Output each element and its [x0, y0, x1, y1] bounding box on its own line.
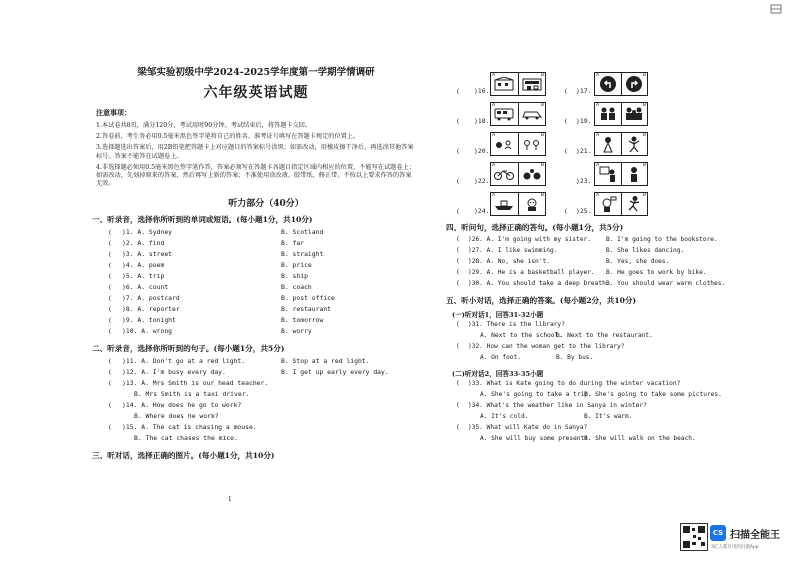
- bicycle-icon: [493, 167, 515, 181]
- q16-pictures: [490, 72, 546, 96]
- turn-left-sign-icon: [599, 75, 617, 93]
- question-option-b[interactable]: B. Yes, she does.: [606, 258, 670, 265]
- runner-icon: [625, 195, 643, 213]
- question-option-a[interactable]: )3. A. street: [122, 250, 173, 259]
- dialog-2-heading: (二)听对话2，回答33-35小题: [452, 370, 544, 378]
- q23-label: )23.: [576, 177, 592, 185]
- paren: (: [456, 147, 460, 155]
- q33-row: ( )33. What is Kate going to do during the winter vacation?: [456, 380, 681, 387]
- question-option-a[interactable]: )2. A. find: [122, 239, 165, 248]
- q19-option-a[interactable]: A: [595, 103, 622, 125]
- answer-paren[interactable]: (: [456, 236, 460, 243]
- question-row: [452, 236, 752, 247]
- question-row: [96, 261, 436, 272]
- q34-option-b[interactable]: B. It's warm.: [584, 413, 633, 420]
- picture-row-20-21: [452, 132, 752, 158]
- boy-icon: [625, 165, 643, 183]
- question-row: [96, 283, 436, 294]
- question-option-b[interactable]: B. restaurant: [281, 305, 332, 314]
- question-row: [96, 272, 436, 283]
- left-column: [92, 64, 436, 464]
- q35-row: ( )35. What will Kate do in Sanya?: [456, 424, 588, 431]
- paren: (: [564, 87, 568, 95]
- question-option-b[interactable]: B. Scotland: [281, 228, 324, 237]
- note-4: 4.非选择题必须用0.5毫米黑色签字笔作答，答案必须写在答题卡各题目指定区域内相应的位置，不能写在试题卷上；如需改动，先划掉原来的答案，然后再写上新的答案；不准使用涂改液、胶带纸、修正带。不按以上要求作答的答案无效。: [96, 163, 415, 188]
- people-icon: [598, 106, 618, 122]
- q20-option-a[interactable]: A: [491, 133, 519, 155]
- scanner-tagline: 3亿人都在用的扫描App: [711, 545, 759, 550]
- answer-paren[interactable]: (: [108, 272, 112, 281]
- question-option-a[interactable]: )30. A. You should take a deep breath.: [468, 280, 610, 287]
- question-row: [96, 305, 436, 316]
- q35-option-a[interactable]: A. She will buy some presents.: [480, 435, 592, 442]
- q25-pictures: [594, 192, 648, 216]
- answer-paren[interactable]: (: [456, 247, 460, 254]
- question-option-b[interactable]: B. tomorrow: [281, 316, 324, 325]
- question-row-b: [96, 412, 436, 423]
- corner-mark-icon: [770, 4, 782, 14]
- q35-option-b[interactable]: B. She will walk on the beach.: [584, 435, 696, 442]
- q31-row: ( )31. There is the library?: [456, 321, 565, 328]
- dancer-icon: [625, 135, 643, 153]
- answer-paren[interactable]: (: [108, 327, 112, 336]
- question-option-b[interactable]: B. worry: [281, 327, 312, 336]
- question-row: [96, 379, 436, 390]
- answer-paren[interactable]: (: [456, 280, 460, 287]
- q32-row: ( )32. How can the woman get to the library?: [456, 343, 625, 350]
- question-option-a[interactable]: )1. A. Sydney: [122, 228, 173, 237]
- answer-paren[interactable]: (: [108, 368, 112, 377]
- section-3-title: 三、听对话，选择正确的图片。(每小题1分，共10分): [92, 451, 275, 461]
- question-option-b[interactable]: B. ship: [281, 272, 308, 281]
- q25-label: )25.: [576, 207, 592, 215]
- note-2: 2.答卷前，考生务必用0.5毫米黑色签字笔将自己的姓名、准考证号填写在答题卡规定的位置上。: [96, 133, 360, 141]
- q33-option-a[interactable]: A. She's going to take a trip.: [480, 391, 592, 398]
- question-row: [452, 247, 752, 258]
- note-1: 1.本试卷共8页，满分120分，考试用时90分钟。考试结束后，将答题卡交回。: [96, 122, 312, 129]
- turn-right-sign-icon: [625, 75, 643, 93]
- question-option-b[interactable]: B. I'm going to the bookstore.: [606, 236, 718, 243]
- question-option-b[interactable]: B. I get up early every day.: [281, 368, 389, 377]
- question-option-b[interactable]: B. Stop at a red light.: [281, 357, 370, 366]
- building-icon: [493, 77, 515, 91]
- section-1-title: 一、听录音，选择你所听到的单词或短语。(每小题1分，共10分): [92, 215, 313, 225]
- question-option-b[interactable]: B. straight: [281, 250, 324, 259]
- q31-option-b[interactable]: B. Next to the restaurant.: [556, 332, 653, 339]
- answer-paren[interactable]: (: [108, 423, 112, 432]
- question-option-b[interactable]: B. She likes dancing.: [606, 247, 685, 254]
- answer-paren[interactable]: (: [108, 239, 112, 248]
- question-option-b[interactable]: B. You should wear warm clothes.: [606, 280, 726, 287]
- q21-pictures: [594, 132, 648, 156]
- girl-icon: [599, 135, 617, 153]
- answer-paren[interactable]: (: [456, 258, 460, 265]
- question-option-a[interactable]: )7. A. postcard: [122, 294, 180, 303]
- ship-icon: [493, 197, 515, 211]
- question-row-b: [96, 434, 436, 445]
- q23-option-b[interactable]: B: [622, 163, 648, 185]
- q24-option-b[interactable]: B: [519, 193, 546, 215]
- q32-option-b[interactable]: B. By bus.: [556, 354, 594, 361]
- answer-paren[interactable]: (: [108, 357, 112, 366]
- questions-11-12: [96, 357, 436, 379]
- q19-option-b[interactable]: B: [622, 103, 648, 125]
- paren: (: [456, 87, 460, 95]
- question-row: [452, 258, 752, 269]
- question-option-a[interactable]: )14. A. How does he go to work?: [122, 401, 242, 410]
- flowers-icon: [521, 137, 543, 151]
- questions-26-30: [452, 236, 752, 291]
- listening-part-title: 听力部分（40分）: [228, 199, 304, 210]
- paren: (: [456, 207, 460, 215]
- answer-paren[interactable]: (: [108, 250, 112, 259]
- q21-option-b[interactable]: B: [622, 133, 648, 155]
- q24-pictures: [490, 192, 546, 216]
- q20-label: )20.: [474, 147, 490, 155]
- question-row: [96, 239, 436, 250]
- school-title: 梁邹实验初级中学2024-2025学年度第一学期学情调研: [137, 67, 375, 78]
- q22-label: )22.: [474, 177, 490, 185]
- scanner-watermark: [680, 523, 790, 553]
- q33-options: [452, 391, 752, 402]
- scanner-brand: 扫描全能王: [730, 530, 780, 541]
- exam-title: 六年级英语试题: [203, 85, 309, 101]
- q18-label: )18.: [474, 117, 490, 125]
- q25-option-a[interactable]: A: [595, 193, 622, 215]
- paren: (: [564, 147, 568, 155]
- car-icon: [521, 107, 543, 121]
- answer-paren[interactable]: (: [108, 283, 112, 292]
- q20-option-b[interactable]: B: [519, 133, 546, 155]
- question-row: [452, 280, 752, 291]
- picture-row-18-19: [452, 102, 752, 128]
- q19-pictures: [594, 102, 648, 126]
- q17-option-a[interactable]: A: [595, 73, 622, 95]
- qr-code-icon: [680, 523, 708, 551]
- paren: (: [564, 117, 568, 125]
- q35-options: [452, 435, 752, 446]
- q31-option-a[interactable]: A. Next to the school.: [480, 332, 562, 339]
- answer-paren[interactable]: (: [108, 228, 112, 237]
- paren: (: [564, 207, 568, 215]
- question-option-b[interactable]: B. The cat chases the mice.: [134, 434, 238, 443]
- q18-option-a[interactable]: A: [491, 103, 519, 125]
- question-option-b[interactable]: B. Where does he work?: [134, 412, 219, 421]
- q33-option-b[interactable]: B. She's going to take some pictures.: [584, 391, 722, 398]
- question-row: [96, 357, 436, 368]
- q34-options: [452, 413, 752, 424]
- question-option-a[interactable]: )26. A. I'm going with my sister.: [468, 236, 591, 243]
- question-row: [96, 294, 436, 305]
- questions-13-15: [96, 379, 436, 445]
- paren: (: [456, 117, 460, 125]
- question-option-a[interactable]: )9. A. tonight: [122, 316, 176, 325]
- answer-paren[interactable]: (: [108, 294, 112, 303]
- q22-option-a[interactable]: A: [491, 163, 519, 185]
- questions-1-10: [96, 228, 436, 338]
- person-talking-icon: [599, 195, 617, 213]
- section-4-title: 四、听问句，选择正确的答句。(每小题1分，共5分): [446, 223, 624, 232]
- q17-pictures: [594, 72, 648, 96]
- question-option-b[interactable]: B. He goes to work by bike.: [606, 269, 707, 276]
- notes-heading: 注意事项：: [96, 108, 131, 117]
- q31-options: [452, 332, 752, 343]
- q17-option-b[interactable]: B: [622, 73, 648, 95]
- answer-paren[interactable]: (: [108, 305, 112, 314]
- picture-row-24-25: [452, 192, 752, 218]
- page-number: 1: [228, 496, 232, 503]
- q21-option-a[interactable]: A: [595, 133, 622, 155]
- q18-option-b[interactable]: B: [519, 103, 546, 125]
- q24-option-a[interactable]: A: [491, 193, 519, 215]
- q32-option-a[interactable]: A. On foot.: [480, 354, 521, 361]
- q23-pictures: [594, 162, 648, 186]
- question-row: [96, 250, 436, 261]
- answer-paren[interactable]: (: [108, 379, 112, 388]
- question-option-b[interactable]: B. price: [281, 261, 312, 270]
- family-icon: [624, 106, 644, 122]
- question-option-a[interactable]: )8. A. reporter: [122, 305, 180, 314]
- question-option-a[interactable]: )6. A. count: [122, 283, 169, 292]
- section-5-title: 五、听小对话，选择正确的答案。(每小题2分，共10分): [446, 296, 637, 305]
- animals-icon: [493, 137, 515, 151]
- question-option-a[interactable]: )13. A. Mrs Smith is our head teacher.: [122, 379, 269, 388]
- paren: (: [456, 177, 460, 185]
- question-option-b[interactable]: B. Mrs Smith is a taxi driver.: [134, 390, 250, 399]
- child-icon: [521, 197, 543, 211]
- q32-options: [452, 354, 752, 365]
- teacher-icon: [599, 165, 617, 183]
- camscanner-logo: CS: [710, 525, 726, 541]
- section-2-title: 二、听录音，选择你所听到的句子。(每小题1分，共5分): [92, 344, 285, 354]
- right-column: [446, 72, 752, 446]
- note-3: 3.选择题选出答案后，用2B铅笔把答题卡上对应题目的答案标号涂黑；如需改动，用橡皮擦干净后，再选涂其他答案标号。答案不能答在试题卷上。: [96, 144, 414, 160]
- question-option-a[interactable]: )4. A. poem: [122, 261, 165, 270]
- question-option-b[interactable]: B. post office: [281, 294, 335, 303]
- q22-option-b[interactable]: B: [519, 163, 546, 185]
- q16-option-a[interactable]: A: [491, 73, 519, 95]
- answer-paren[interactable]: (: [108, 316, 112, 325]
- question-option-b[interactable]: B. far: [281, 239, 305, 248]
- question-option-a[interactable]: )27. A. I like swimming.: [468, 247, 558, 254]
- q24-label: )24.: [474, 207, 490, 215]
- q20-pictures: [490, 132, 546, 156]
- question-option-a[interactable]: )29. A. He is a basketball player.: [468, 269, 595, 276]
- question-row: [96, 316, 436, 327]
- question-row: [96, 368, 436, 379]
- question-row: [96, 401, 436, 412]
- question-option-a[interactable]: )10. A. wrong: [122, 327, 173, 336]
- answer-paren[interactable]: (: [456, 269, 460, 276]
- q34-option-a[interactable]: A. It's cold.: [480, 413, 529, 420]
- question-option-a[interactable]: )28. A. No, she isn't.: [468, 258, 550, 265]
- q22-pictures: [490, 162, 546, 186]
- question-row: [96, 327, 436, 338]
- q18-pictures: [490, 102, 546, 126]
- answer-paren[interactable]: (: [108, 401, 112, 410]
- question-row: [96, 228, 436, 239]
- answer-paren[interactable]: (: [108, 261, 112, 270]
- question-option-a[interactable]: )15. A. The cat is chasing a mouse.: [122, 423, 257, 432]
- question-row-b: [96, 390, 436, 401]
- picture-row-16-17: [452, 72, 752, 98]
- q19-label: )19.: [576, 117, 592, 125]
- shop-icon: [521, 77, 543, 91]
- question-option-a[interactable]: )11. A. Don't go at a red light.: [122, 357, 246, 366]
- question-option-a[interactable]: )12. A. I'm busy every day.: [122, 368, 226, 377]
- question-option-a[interactable]: )5. A. trip: [122, 272, 165, 281]
- picture-row-22-23: [452, 162, 752, 188]
- q23-option-a[interactable]: A: [595, 163, 622, 185]
- q34-row: ( )34. What's the weather like in Sanya in winter?: [456, 402, 647, 409]
- q25-option-b[interactable]: B: [622, 193, 648, 215]
- q21-label: )21.: [576, 147, 592, 155]
- bus-icon: [493, 107, 515, 121]
- q16-option-b[interactable]: B: [519, 73, 546, 95]
- question-row: [96, 423, 436, 434]
- dialog-1-heading: (一)听对话1，回答31-32小题: [452, 311, 544, 319]
- question-row: [452, 269, 752, 280]
- bikes-icon: [521, 167, 543, 181]
- q17-label: )17.: [576, 87, 592, 95]
- q16-label: )16.: [474, 87, 490, 95]
- question-option-b[interactable]: B. coach: [281, 283, 312, 292]
